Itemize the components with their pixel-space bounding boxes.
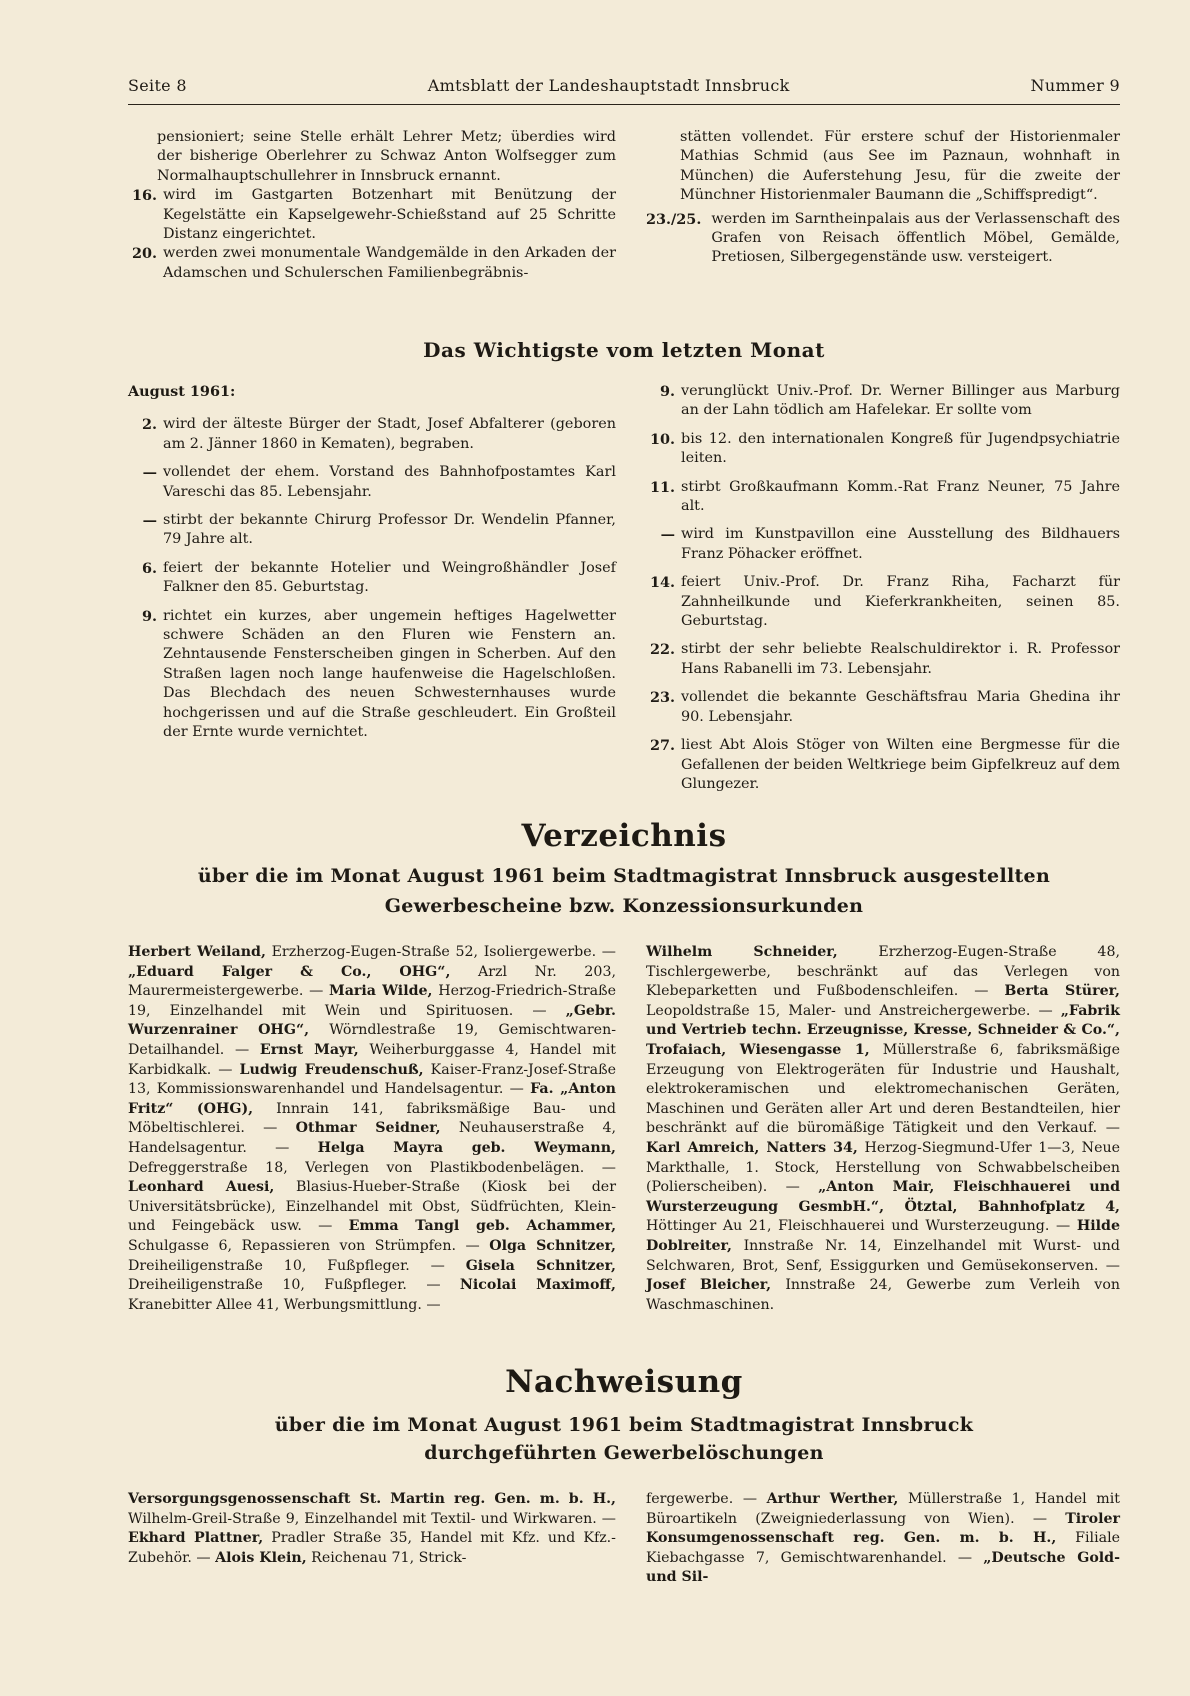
- verzeichnis-left-column: [128, 943, 616, 1315]
- business-details: Müllerstraße 6, fabriksmäßige Erzeugung von Elektrogeräten für Industrie und Haushalt, elektrokeramischen und elektromechanischen Geräten, Maschinen und Geräten aller Art und deren Bestandteilen, hier beschränkt auf die büromäßige Tätigkeit und den Verkauf. —: [646, 1041, 1120, 1137]
- business-details: Höttinger Au 21, Fleischhauerei und Wursterzeugung. —: [646, 1218, 1077, 1235]
- business-list: [128, 1490, 616, 1568]
- entry-text: liest Abt Alois Stöger von Wilten eine Bergmesse für die Gefallenen der beiden Weltkriege beim Gipfelkreuz auf dem Glungezer.: [681, 737, 1120, 792]
- entry-day: 23.: [649, 689, 675, 707]
- entry-text: feiert Univ.-Prof. Dr. Franz Riha, Facharzt für Zahnheilkunde und Kieferkrankheiten, seinen 85. Geburtstag.: [681, 574, 1120, 630]
- business-name: Helga Mayra geb. Weymann,: [317, 1139, 616, 1156]
- business-details: Wörndlestraße 19, Gemischtwaren-Detailhandel. —: [128, 1022, 616, 1058]
- entry-text: feiert der bekannte Hotelier und Weingroßhändler Josef Falkner den 85. Geburtstag.: [163, 559, 616, 596]
- business-name: „Gebr. Wurzenrainer OHG“,: [128, 1002, 616, 1039]
- business-details: Defreggerstraße 18, Verlegen von Plastikbodenbelägen. —: [128, 1159, 616, 1176]
- business-details: Erzherzog-Eugen-Straße 52, Isoliergewerbe. —: [265, 944, 616, 960]
- chronicle-entry: [128, 244, 616, 283]
- business-name: Berta Stürer,: [1004, 983, 1120, 1000]
- header-rule: [128, 104, 1120, 105]
- business-details: Erzherzog-Eugen-Straße 48, Tischlergewerbe, beschränkt auf das Verlegen von Klebeparketten und Fußbodenschleifen. —: [646, 944, 1120, 1000]
- business-details: Innrain 141, fabriksmäßige Bau- und Möbeltischlerei. —: [128, 1100, 616, 1137]
- chronicle-entry: [646, 640, 1120, 679]
- business-details: Pradler Straße 35, Handel mit Kfz. und Kfz.-Zubehör. —: [128, 1530, 616, 1566]
- entry-text: richtet ein kurzes, aber ungemein heftiges Hagelwetter schwere Schäden an den Fluren wie Fenstern an. Zehntausende Fensterscheiben gingen in Scherben. Auf den Straßen lagen noch lange haufenweise die Hagelschloßen. Das Blechdach des neuen Schwesternhauses wurde hochgerissen und auf die Straße geschleudert. Ein Großteil der Ernte wurde vernichtet.: [163, 607, 616, 741]
- entry-text: wird im Gastgarten Botzenhart mit Benützung der Kegelstätte ein Kapselgewehr-Schießstand auf 25 Schritte Distanz eingerichtet.: [163, 187, 616, 243]
- chronicle-entry: [646, 525, 1120, 564]
- business-details: Dreiheiligenstraße 10, Fußpfleger. —: [128, 1257, 466, 1274]
- business-name: Ekhard Plattner,: [128, 1530, 264, 1547]
- chronicle-entry: [128, 463, 616, 502]
- business-name: „Eduard Falger & Co., OHG“,: [128, 963, 451, 980]
- month-label: August 1961:: [128, 383, 236, 400]
- verzeichnis-subtitle-1: über die im Monat August 1961 beim Stadtmagistrat Innsbruck ausgestellten: [197, 865, 1051, 887]
- verzeichnis-right-column: [646, 943, 1120, 1315]
- section-title-nachweisung: Nachweisung: [505, 1364, 743, 1400]
- chronicle-entry: [646, 382, 1120, 421]
- page-label: Seite 8: [128, 76, 187, 95]
- chronicle-entry: [646, 478, 1120, 517]
- business-name: „Deutsche Gold- und Sil-: [646, 1549, 1120, 1586]
- business-name: Gisela Schnitzer,: [465, 1257, 616, 1274]
- business-name: „Fabrik und Vertrieb techn. Erzeugnisse, Kresse, Schneider & Co.“, Trofaiach, Wiesengasse 1,: [646, 1002, 1120, 1058]
- business-details: Dreiheiligenstraße 10, Fußpfleger. —: [128, 1277, 460, 1294]
- nachweisung-left-column: [128, 1490, 616, 1568]
- chronicle-entry: [128, 415, 616, 454]
- business-name: Alois Klein,: [215, 1549, 307, 1566]
- business-details: Reichenau 71, Strick-: [306, 1549, 467, 1566]
- nachweisung-right-column: [646, 1490, 1120, 1588]
- business-name: Tiroler Konsumgenossenschaft reg. Gen. m. b. H.,: [646, 1510, 1120, 1547]
- business-details: Arzl Nr. 203, Maurermeistergewerbe. —: [128, 963, 616, 1000]
- business-name: Herbert Weiland,: [128, 944, 266, 960]
- business-details: Blasius-Hueber-Straße (Kiosk bei der Universitätsbrücke), Einzelhandel mit Obst, Südfrüchten, Klein- und Feingebäck usw. —: [128, 1179, 616, 1235]
- chronicle-entry: [128, 511, 616, 550]
- business-details: Weiherburggasse 4, Handel mit Karbidkalk. —: [128, 1041, 616, 1078]
- chronicle-entry: [646, 210, 1120, 268]
- entry-day: 10.: [649, 430, 675, 448]
- chronicle-continuation: pensioniert; seine Stelle erhält Lehrer Metz; überdies wird der bisherige Oberlehrer zu Schwaz Anton Wolfsegger zum Normalhauptschullehrer in Innsbruck ernannt.: [157, 129, 616, 184]
- entry-text: stirbt Großkaufmann Komm.-Rat Franz Neuner, 75 Jahre alt.: [681, 478, 1120, 515]
- business-details: Kranebitter Allee 41, Werbungsmittlung. —: [128, 1296, 441, 1313]
- business-name: Olga Schnitzer,: [489, 1237, 616, 1254]
- chronicle-right-column: [646, 128, 1120, 277]
- business-name: Versorgungsgenossenschaft St. Martin reg. Gen. m. b. H.,: [128, 1491, 616, 1507]
- business-name: Ludwig Freudenschuß,: [239, 1061, 424, 1078]
- business-details: Müllerstraße 1, Handel mit Büroartikeln (Zweigniederlassung von Wien). —: [646, 1491, 1120, 1527]
- business-name: Othmar Seidner,: [295, 1120, 441, 1137]
- entry-day: 2.: [141, 416, 157, 434]
- entry-day: —: [142, 512, 157, 530]
- entry-text: bis 12. den internationalen Kongreß für Jugendpsychiatrie leiten.: [681, 430, 1120, 467]
- business-list: [128, 943, 616, 1315]
- entry-day: 9.: [659, 383, 675, 400]
- entry-text: wird im Kunstpavillon eine Ausstellung des Bildhauers Franz Pöhacker eröffnet.: [681, 526, 1120, 562]
- business-details: Neuhauserstraße 4, Handelsagentur. —: [128, 1120, 616, 1156]
- entry-text: stirbt der bekannte Chirurg Professor Dr. Wendelin Pfanner, 79 Jahre alt.: [163, 512, 616, 548]
- entry-day: 20.: [131, 245, 157, 263]
- business-details: Innstraße Nr. 14, Einzelhandel mit Wurst- und Selchwaren, Brot, Senf, Essiggurken und Gemüsekonserven. —: [646, 1237, 1120, 1274]
- entry-day: 23./25.: [646, 210, 702, 228]
- business-name: Karl Amreich, Natters 34,: [646, 1139, 858, 1156]
- chronicle-entry: [128, 186, 616, 244]
- business-name: Hilde Doblreiter,: [646, 1218, 1120, 1254]
- chronicle-entry: [128, 607, 616, 743]
- entry-day: —: [142, 464, 157, 482]
- entry-day: 11.: [649, 478, 675, 496]
- business-details: Kaiser-Franz-Josef-Straße 13, Kommissionswarenhandel und Handelsagentur. —: [128, 1061, 616, 1098]
- business-details: Herzog-Friedrich-Straße 19, Einzelhandel mit Wein und Spirituosen. —: [128, 983, 617, 1019]
- entry-text: stirbt der sehr beliebte Realschuldirektor i. R. Professor Hans Rabanelli im 73. Lebensjahr.: [681, 641, 1120, 677]
- entry-text: werden zwei monumentale Wandgemälde in den Arkaden der Adamschen und Schulerschen Familienbegräbnis-: [163, 245, 616, 281]
- business-details: Leopoldstraße 15, Maler- und Anstreichergewerbe. —: [646, 1002, 1061, 1019]
- business-name: Ernst Mayr,: [259, 1041, 359, 1058]
- entry-day: 22.: [649, 641, 675, 659]
- wichtigste-left-column: [128, 382, 616, 752]
- chronicle-entry: [646, 736, 1120, 794]
- nachweisung-subtitle-1: über die im Monat August 1961 beim Stadtmagistrat Innsbruck: [274, 1414, 974, 1436]
- business-details: Schulgasse 6, Repassieren von Strümpfen. —: [128, 1237, 490, 1254]
- business-name: „Anton Mair, Fleischhauerei und Wursterzeugung GesmbH.“, Ötztal, Bahnhofplatz 4,: [646, 1179, 1120, 1215]
- verzeichnis-subtitle-2: Gewerbescheine bzw. Konzessionsurkunden: [384, 895, 864, 917]
- wichtigste-right-column: [646, 382, 1120, 803]
- section-title-verzeichnis: Verzeichnis: [521, 818, 727, 854]
- chronicle-entry: [646, 430, 1120, 469]
- business-name: Arthur Werther,: [766, 1491, 899, 1507]
- business-details: Wilhelm-Greil-Straße 9, Einzelhandel mit Textil- und Wirkwaren. —: [128, 1510, 616, 1527]
- running-head: [128, 76, 1120, 95]
- business-name: Fa. „Anton Fritz“ (OHG),: [128, 1081, 616, 1117]
- business-list: [646, 943, 1120, 1315]
- business-details: Innstraße 24, Gewerbe zum Verleih von Waschmaschinen.: [646, 1277, 1120, 1313]
- entry-text: verunglückt Univ.-Prof. Dr. Werner Billinger aus Marburg an der Lahn tödlich am Hafelekar. Er sollte vom: [681, 383, 1120, 419]
- business-name: Nicolai Maximoff,: [459, 1277, 616, 1294]
- chronicle-entry: [646, 688, 1120, 727]
- nachweisung-subtitle-2: durchgeführten Gewerbelöschungen: [424, 1442, 824, 1464]
- business-details: fergewerbe. —: [646, 1491, 767, 1507]
- entry-day: 6.: [141, 559, 157, 577]
- business-details: Herzog-Siegmund-Ufer 1—3, Neue Markthalle, 1. Stock, Herstellung von Schwabbelscheiben (Polierscheiben). —: [646, 1139, 1120, 1196]
- business-name: Leonhard Auesi,: [128, 1179, 275, 1196]
- business-name: Josef Bleicher,: [646, 1277, 772, 1294]
- business-name: Emma Tangl geb. Achammer,: [348, 1218, 617, 1235]
- entry-day: 27.: [649, 737, 675, 755]
- chronicle-entry: [646, 573, 1120, 631]
- section-title-wichtigste: Das Wichtigste vom letzten Monat: [423, 338, 825, 362]
- business-name: Maria Wilde,: [329, 983, 433, 1000]
- entry-day: —: [660, 526, 675, 544]
- entry-text: vollendet die bekannte Geschäftsfrau Maria Ghedina ihr 90. Lebensjahr.: [681, 689, 1120, 725]
- entry-text: werden im Sarntheinpalais aus der Verlassenschaft des Grafen von Reisach öffentlich Möbel, Gemälde, Pretiosen, Silbergegenstände usw. versteigert.: [711, 210, 1120, 266]
- entry-day: 16.: [131, 187, 157, 205]
- publication-title: Amtsblatt der Landeshauptstadt Innsbruck: [427, 76, 790, 95]
- entry-text: vollendet der ehem. Vorstand des Bahnhofpostamtes Karl Vareschi das 85. Lebensjahr.: [163, 464, 616, 500]
- entry-day: 9.: [141, 607, 157, 625]
- entry-text: wird der älteste Bürger der Stadt, Josef Abfalterer (geboren am 2. Jänner 1860 in Kematen), begraben.: [163, 416, 616, 452]
- business-name: Wilhelm Schneider,: [646, 944, 838, 960]
- issue-number: Nummer 9: [1030, 76, 1120, 95]
- chronicle-continuation: stätten vollendet. Für erstere schuf der Historienmaler Mathias Schmid (aus See im Paznaun, wohnhaft in München) die Auferstehung Jesu, für die zweite der Münchner Historienmaler Baumann die „Schiffspredigt“.: [680, 129, 1120, 204]
- business-list: [646, 1490, 1120, 1588]
- business-details: Filiale Kiebachgasse 7, Gemischtwarenhandel. —: [646, 1530, 1120, 1566]
- chronicle-left-column: [128, 128, 616, 283]
- entry-day: 14.: [649, 574, 675, 592]
- chronicle-entry: [128, 559, 616, 598]
